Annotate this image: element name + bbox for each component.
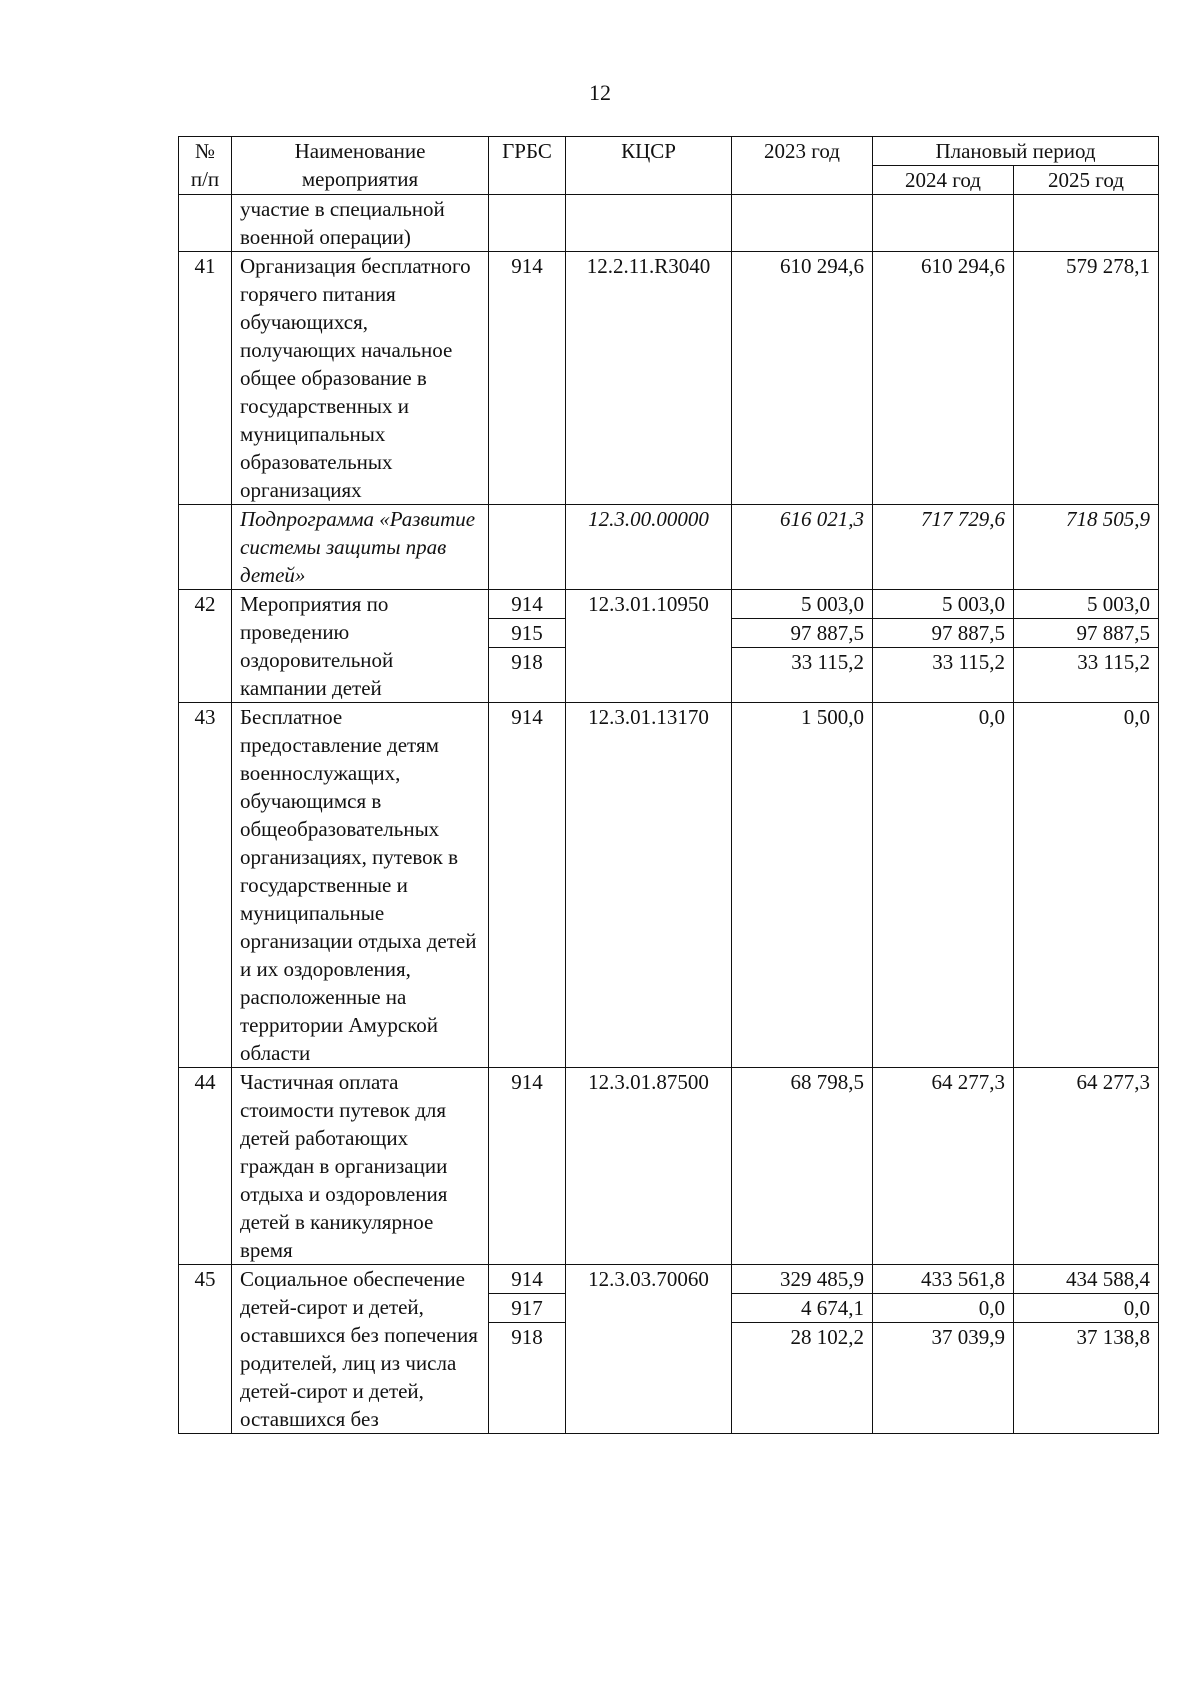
cell-name: участие в специальной военной операции) xyxy=(232,195,489,252)
grbs-line: 917 xyxy=(489,1293,565,1322)
cell-no xyxy=(179,195,232,252)
amount-line: 329 485,9 xyxy=(780,1267,864,1291)
cell-2023: 68 798,5 xyxy=(732,1068,873,1265)
table-row-42 xyxy=(179,590,1159,703)
cell-name: Подпрограмма «Развитие системы защиты прав детей» xyxy=(232,505,489,590)
cell-2025 xyxy=(1014,1265,1159,1434)
amount-line: 0,0 xyxy=(873,1293,1013,1322)
cell-2025 xyxy=(1014,590,1159,703)
table-row-subprogram xyxy=(179,505,1159,590)
cell-2023 xyxy=(732,590,873,703)
cell-2023 xyxy=(732,1265,873,1434)
amount-line: 37 039,9 xyxy=(873,1322,1013,1351)
cell-2023: 616 021,3 xyxy=(732,505,873,590)
cell-no: 42 xyxy=(179,590,232,703)
cell-2023 xyxy=(732,195,873,252)
amount-line: 97 887,5 xyxy=(1014,618,1158,647)
amount-line: 37 138,8 xyxy=(1014,1322,1158,1351)
page-number: 12 xyxy=(589,80,611,105)
header-planned-period: Плановый период xyxy=(873,137,1159,166)
header-no: № п/п xyxy=(179,137,232,195)
amount-line: 33 115,2 xyxy=(1014,647,1158,676)
cell-kcsr: 12.3.01.87500 xyxy=(566,1068,732,1265)
grbs-line: 918 xyxy=(489,647,565,676)
amount-line: 97 887,5 xyxy=(732,618,872,647)
header-row xyxy=(179,137,1159,166)
cell-2023: 1 500,0 xyxy=(732,703,873,1068)
cell-grbs xyxy=(489,590,566,703)
amount-line: 5 003,0 xyxy=(942,592,1005,616)
cell-kcsr: 12.3.00.00000 xyxy=(566,505,732,590)
cell-2024: 64 277,3 xyxy=(873,1068,1014,1265)
header-grbs: ГРБС xyxy=(489,137,566,195)
cell-kcsr: 12.3.03.70060 xyxy=(566,1265,732,1434)
amount-line: 33 115,2 xyxy=(732,647,872,676)
cell-grbs: 914 xyxy=(489,252,566,505)
header-2025: 2025 год xyxy=(1014,166,1159,195)
cell-name: Частичная оплата стоимости путевок для детей работающих граждан в организации отдыха и оздоровления детей в каникулярное время xyxy=(232,1068,489,1265)
cell-2025: 0,0 xyxy=(1014,703,1159,1068)
cell-2025: 579 278,1 xyxy=(1014,252,1159,505)
budget-table xyxy=(178,136,1159,1434)
cell-2025 xyxy=(1014,195,1159,252)
table-row-continuation xyxy=(179,195,1159,252)
amount-line: 5 003,0 xyxy=(1087,592,1151,616)
amount-line: 433 561,8 xyxy=(921,1267,1005,1291)
table-row-43 xyxy=(179,703,1159,1068)
cell-2024 xyxy=(873,590,1014,703)
cell-2025: 64 277,3 xyxy=(1014,1068,1159,1265)
table-row-41 xyxy=(179,252,1159,505)
grbs-line: 914 xyxy=(511,1267,543,1291)
amount-line: 28 102,2 xyxy=(732,1322,872,1351)
cell-2024 xyxy=(873,1265,1014,1434)
cell-kcsr: 12.3.01.10950 xyxy=(566,590,732,703)
cell-no: 41 xyxy=(179,252,232,505)
cell-grbs xyxy=(489,1265,566,1434)
amount-line: 97 887,5 xyxy=(873,618,1013,647)
cell-kcsr: 12.2.11.R3040 xyxy=(566,252,732,505)
cell-no: 44 xyxy=(179,1068,232,1265)
amount-line: 33 115,2 xyxy=(873,647,1013,676)
cell-kcsr xyxy=(566,195,732,252)
cell-no xyxy=(179,505,232,590)
cell-name: Организация бесплатного горячего питания обучающихся, получающих начальное общее образование в государственных и муниципальных образовательных организациях xyxy=(232,252,489,505)
header-name: Наименование мероприятия xyxy=(232,137,489,195)
header-2023: 2023 год xyxy=(732,137,873,195)
cell-grbs: 914 xyxy=(489,703,566,1068)
cell-2024: 610 294,6 xyxy=(873,252,1014,505)
cell-2024: 717 729,6 xyxy=(873,505,1014,590)
cell-2024 xyxy=(873,195,1014,252)
amount-line: 4 674,1 xyxy=(732,1293,872,1322)
table-row-44 xyxy=(179,1068,1159,1265)
cell-no: 43 xyxy=(179,703,232,1068)
grbs-line: 914 xyxy=(511,592,543,616)
grbs-line: 918 xyxy=(489,1322,565,1351)
cell-grbs: 914 xyxy=(489,1068,566,1265)
cell-2023: 610 294,6 xyxy=(732,252,873,505)
amount-line: 0,0 xyxy=(1014,1293,1158,1322)
amount-line: 434 588,4 xyxy=(1066,1267,1151,1291)
cell-name: Социальное обеспечение детей-сирот и детей, оставшихся без попечения родителей, лиц из числа детей-сирот и детей, оставшихся без xyxy=(232,1265,489,1434)
cell-2024: 0,0 xyxy=(873,703,1014,1068)
header-kcsr: КЦСР xyxy=(566,137,732,195)
cell-name: Мероприятия по проведению оздоровительной кампании детей xyxy=(232,590,489,703)
cell-grbs xyxy=(489,505,566,590)
grbs-line: 915 xyxy=(489,618,565,647)
table-row-45 xyxy=(179,1265,1159,1434)
header-2024: 2024 год xyxy=(873,166,1014,195)
cell-kcsr: 12.3.01.13170 xyxy=(566,703,732,1068)
cell-no: 45 xyxy=(179,1265,232,1434)
cell-name: Бесплатное предоставление детям военнослужащих, обучающимся в общеобразовательных организациях, путевок в государственные и муниципальные организации отдыха детей и их оздоровления, расположенные на территории Амурской области xyxy=(232,703,489,1068)
cell-2025: 718 505,9 xyxy=(1014,505,1159,590)
amount-line: 5 003,0 xyxy=(801,592,864,616)
cell-grbs xyxy=(489,195,566,252)
